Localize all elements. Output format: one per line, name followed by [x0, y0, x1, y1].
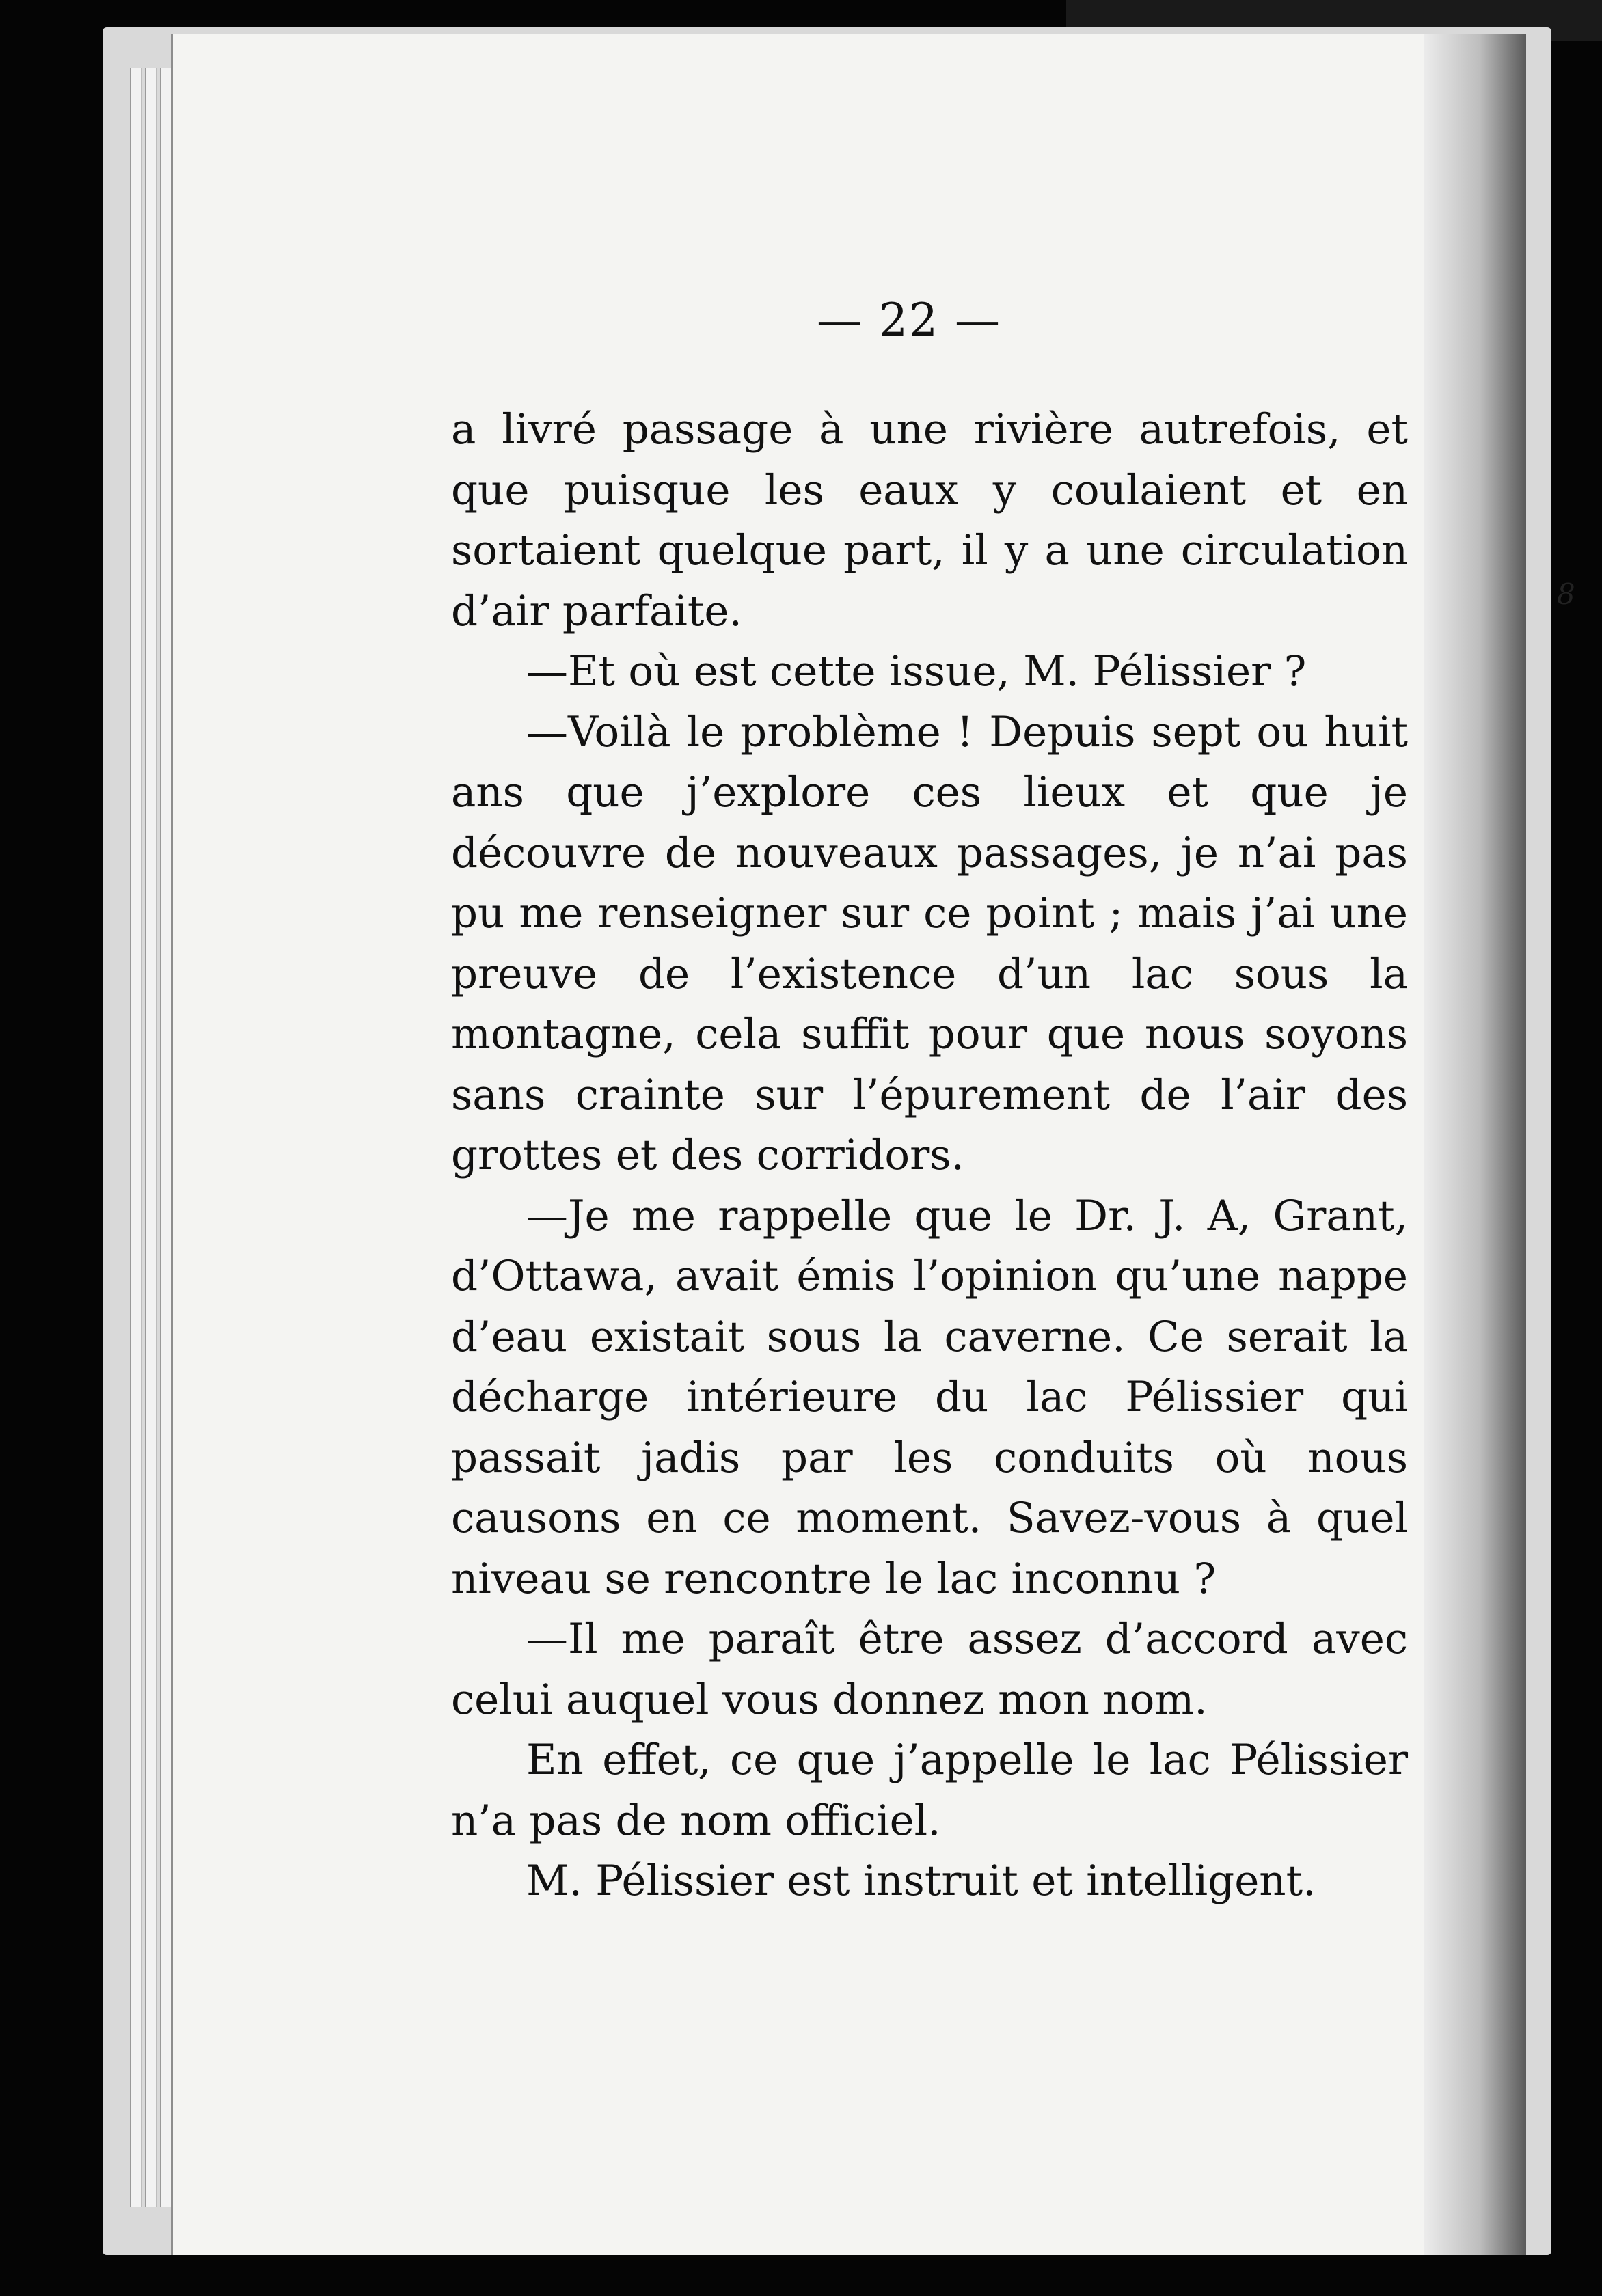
- margin-mark-right: 8: [1557, 577, 1575, 611]
- paragraph: M. Pélissier est instruit et intelligent.: [526, 1857, 1316, 1905]
- page-edge: [145, 68, 157, 2207]
- paragraph: —Il me paraît être assez d’accord avec celui auquel vous donnez mon nom.: [451, 1615, 1408, 1724]
- spine-shadow: [1424, 34, 1526, 2255]
- paragraph: —Voilà le problème ! Depuis sept ou huit ans que j’explore ces lieux et que je découvre de nouveaux passages, je n’ai pas pu me renseigner sur ce point ; mais j’ai une preuve de l’existence d’un lac sous la montagne, cela suffit pour que nous soyons sans crainte sur l’épurement de l’air des grottes et des corridors.: [451, 707, 1408, 1179]
- page-number: — 22 —: [817, 294, 1001, 346]
- paragraph: En effet, ce que j’appelle le lac Pélissier n’a pas de nom officiel.: [451, 1736, 1408, 1845]
- paragraph: —Et où est cette issue, M. Pélissier ?: [526, 647, 1307, 696]
- page-text: [451, 400, 1408, 1912]
- paragraph: —Je me rappelle que le Dr. J. A, Grant, d’Ottawa, avait émis l’opinion qu’une nappe d’eau existait sous la caverne. Ce serait la décharge intérieure du lac Pélissier qui passait jadis par les conduits où nous causons en ce moment. Savez-vous à quel niveau se rencontre le lac inconnu ?: [451, 1191, 1408, 1603]
- paragraph: a livré passage à une rivière autrefois, et que puisque les eaux y coulaient et en sortaient quelque part, il y a une circulation d’air parfaite.: [451, 405, 1408, 636]
- page-edge: [130, 68, 142, 2207]
